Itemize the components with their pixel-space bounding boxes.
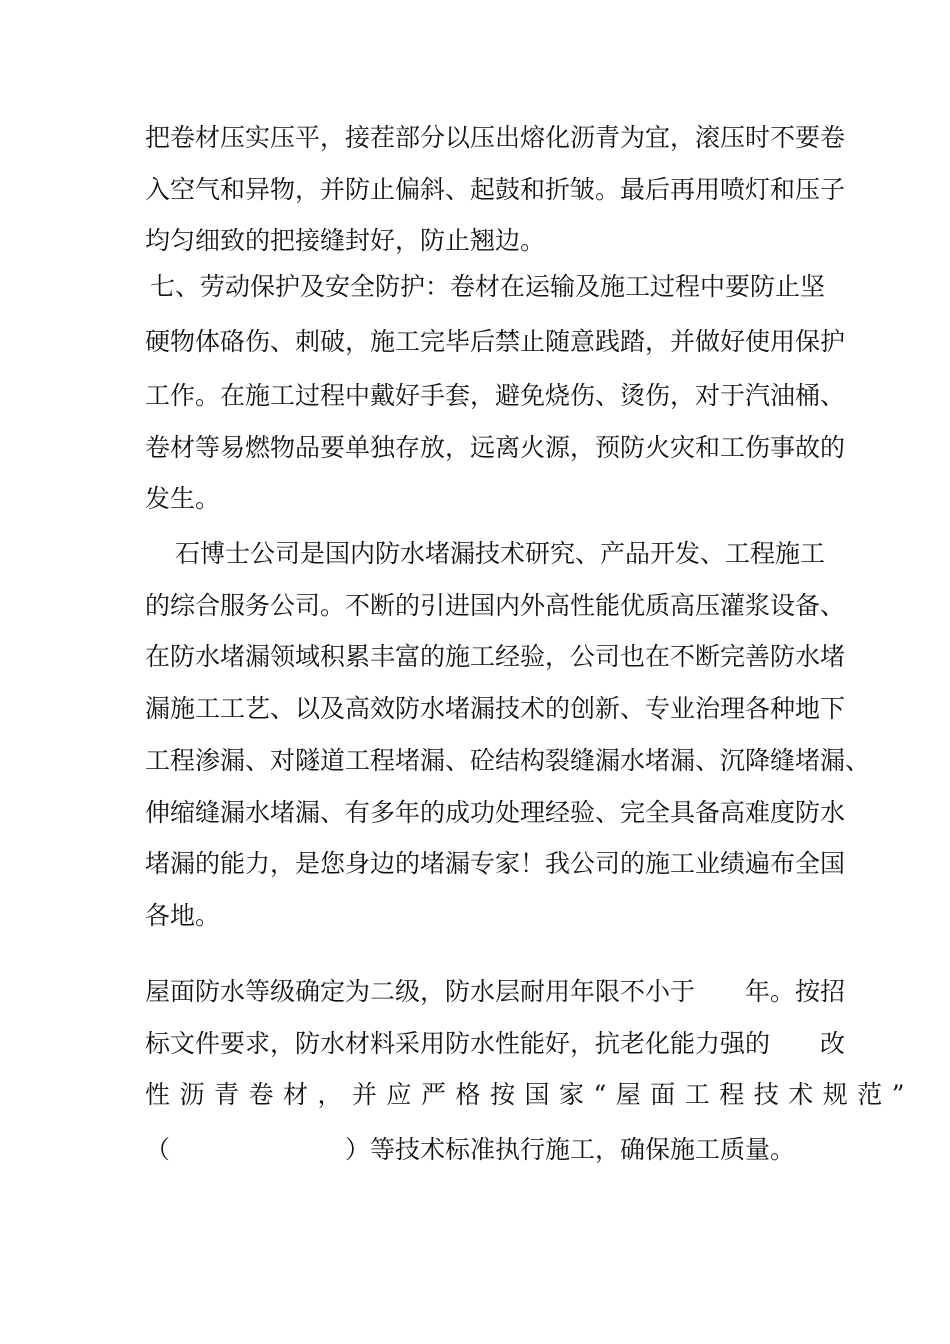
paragraph-line: 漏施工工艺、以及高效防水堵漏技术的创新、专业治理各种地下 xyxy=(145,694,846,723)
paragraph-line: 的综合服务公司。不断的引进国内外高性能优质高压灌浆设备、 xyxy=(145,591,846,620)
paragraph-line: 性沥青卷材，并应严格按国家“屋面工程技术规范” xyxy=(145,1080,915,1109)
section-heading-line: 七、劳动保护及安全防护：卷材在运输及施工过程中要防止坚 xyxy=(150,272,826,301)
paragraph-line: 各地。 xyxy=(145,901,221,930)
paragraph-line: （ ）等技术标准执行施工，确保施工质量。 xyxy=(145,1135,796,1164)
paragraph-line: 伸缩缝漏水堵漏、有多年的成功处理经验、完全具备高难度防水 xyxy=(145,798,846,827)
paragraph-line: 屋面防水等级确定为二级，防水层耐用年限不小于 年。按招 xyxy=(145,977,846,1006)
paragraph-line: 工作。在施工过程中戴好手套，避免烧伤、烫伤，对于汽油桶、 xyxy=(145,381,846,410)
paragraph-line: 入空气和异物，并防止偏斜、起鼓和折皱。最后再用喷灯和压子 xyxy=(145,175,846,204)
paragraph-line: 卷材等易燃物品要单独存放，远离火源，预防火灾和工伤事故的 xyxy=(145,433,846,462)
paragraph-line: 工程渗漏、对隧道工程堵漏、砼结构裂缝漏水堵漏、沉降缝堵漏、 xyxy=(145,746,871,775)
paragraph-line: 均匀细致的把接缝封好，防止翘边。 xyxy=(145,226,546,255)
paragraph-line: 硬物体硌伤、刺破，施工完毕后禁止随意践踏，并做好使用保护 xyxy=(145,327,846,356)
paragraph-line: 发生。 xyxy=(145,484,221,513)
paragraph-line: 石博士公司是国内防水堵漏技术研究、产品开发、工程施工 xyxy=(175,539,826,568)
paragraph-line: 在防水堵漏领域积累丰富的施工经验，公司也在不断完善防水堵 xyxy=(145,642,846,671)
paragraph-line: 标文件要求，防水材料采用防水性能好，抗老化能力强的 改 xyxy=(145,1029,846,1058)
paragraph-line: 把卷材压实压平，接茬部分以压出熔化沥青为宜，滚压时不要卷 xyxy=(145,123,846,152)
paragraph-line: 堵漏的能力，是您身边的堵漏专家！我公司的施工业绩遍布全国 xyxy=(145,849,846,878)
